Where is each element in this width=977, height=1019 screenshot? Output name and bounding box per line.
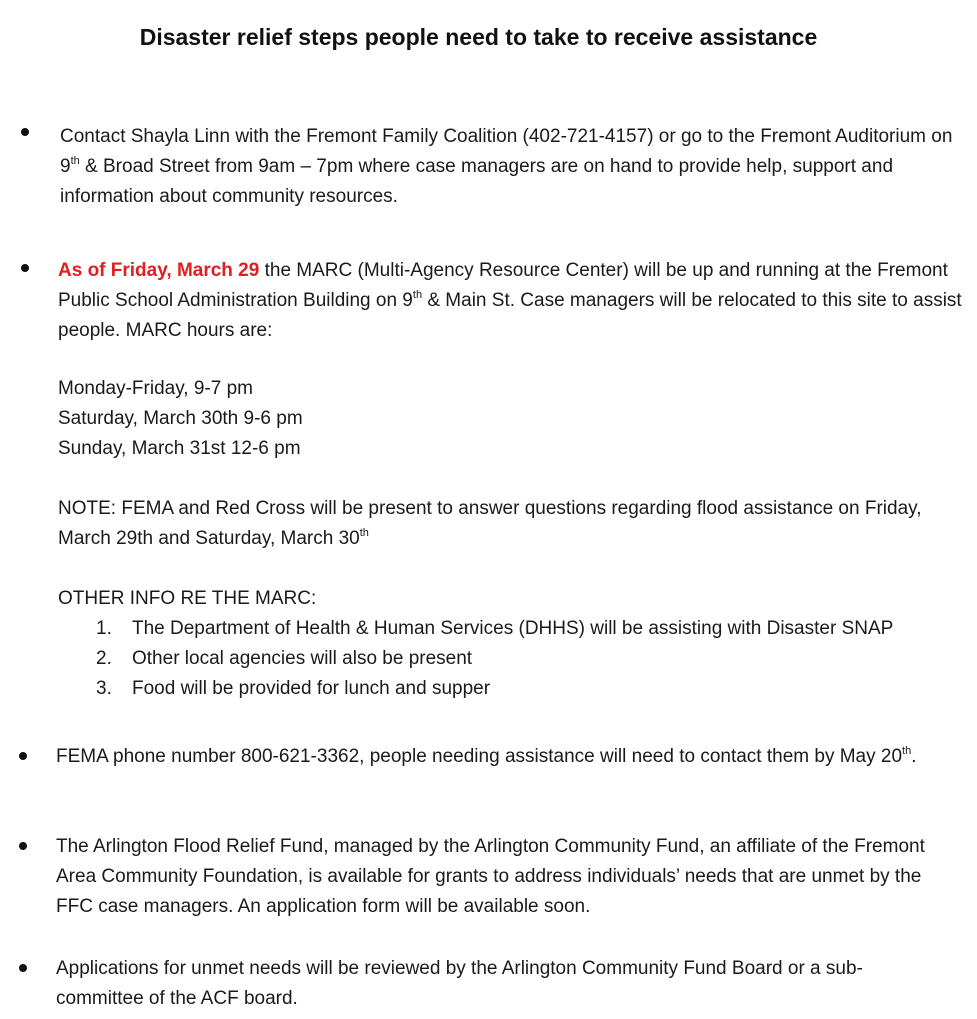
text-segment: NOTE: FEMA and Red Cross will be present to answer questions regarding flood assistance on Friday, March 29th and Saturday, March 30: [58, 498, 922, 549]
hours-line: Sunday, March 31st 12-6 pm: [58, 438, 301, 459]
note-text: [58, 494, 966, 554]
list-item-text: Food will be provided for lunch and supper: [132, 678, 491, 699]
text-segment: .: [911, 746, 917, 767]
bullet-dot: [19, 752, 27, 760]
other-info-heading: OTHER INFO RE THE MARC:: [58, 588, 317, 609]
superscript: th: [412, 288, 423, 301]
bullet-item-arlington-fund: [56, 832, 961, 922]
text-segment: FEMA phone number 800-621-3362, people needing assistance will need to contact them by May 20: [56, 746, 903, 767]
list-number: 1.: [96, 618, 112, 639]
list-item-text: Other local agencies will also be present: [132, 648, 473, 669]
list-item: [58, 674, 966, 704]
hours-line: Saturday, March 30th 9-6 pm: [58, 408, 303, 429]
superscript: th: [359, 526, 369, 539]
bullet-dot: [21, 264, 29, 272]
date-highlight: As of Friday, March 29: [58, 260, 260, 281]
text-segment: & Broad Street from 9am – 7pm where case managers are on hand to provide help, support and information about community resources.: [60, 156, 894, 207]
list-number: 3.: [96, 678, 112, 699]
marc-hours: [58, 374, 966, 464]
bullet-dot: [21, 128, 29, 136]
bullet-text: [60, 122, 965, 212]
bullet-text: Applications for unmet needs will be reviewed by the Arlington Community Fund Board or a sub-committee of the ACF board.: [56, 958, 863, 1009]
bullet-dot: [19, 842, 27, 850]
text-segment: & Main St. Case managers will be relocated to this site to assist people. MARC hours are:: [58, 290, 962, 341]
bullet-dot: [19, 964, 27, 972]
superscript: th: [902, 744, 912, 757]
superscript: th: [70, 154, 80, 167]
other-info-list: [58, 614, 966, 704]
hours-line: Monday-Friday, 9-7 pm: [58, 378, 253, 399]
list-item-text: The Department of Health & Human Services (DHHS) will be assisting with Disaster SNAP: [132, 618, 894, 639]
bullet-item-contact: [60, 122, 965, 212]
document-title: Disaster relief steps people need to take to receive assistance: [139, 24, 818, 50]
bullet-item-applications: [56, 954, 936, 1014]
bullet-text: [56, 742, 956, 772]
list-item: [58, 644, 966, 674]
list-number: 2.: [96, 648, 112, 669]
bullet-item-fema: [56, 742, 956, 772]
bullet-text: The Arlington Flood Relief Fund, managed by the Arlington Community Fund, an affiliate of the Fremont Area Community Foundation, is available for grants to address individuals’ needs that are unmet by the FFC case managers. An application form will be available soon.: [56, 836, 925, 917]
bullet-item-marc: [58, 256, 966, 704]
text-segment: the MARC (Multi-Agency Resource Center) will be up and running at the Fremont Public School Administration Building on 9: [58, 260, 948, 311]
list-item: [58, 614, 966, 644]
bullet-text: [58, 256, 966, 346]
text-segment: Contact Shayla Linn with the Fremont Family Coalition (402-721-4157) or go to the Fremont Auditorium on 9: [60, 126, 953, 177]
